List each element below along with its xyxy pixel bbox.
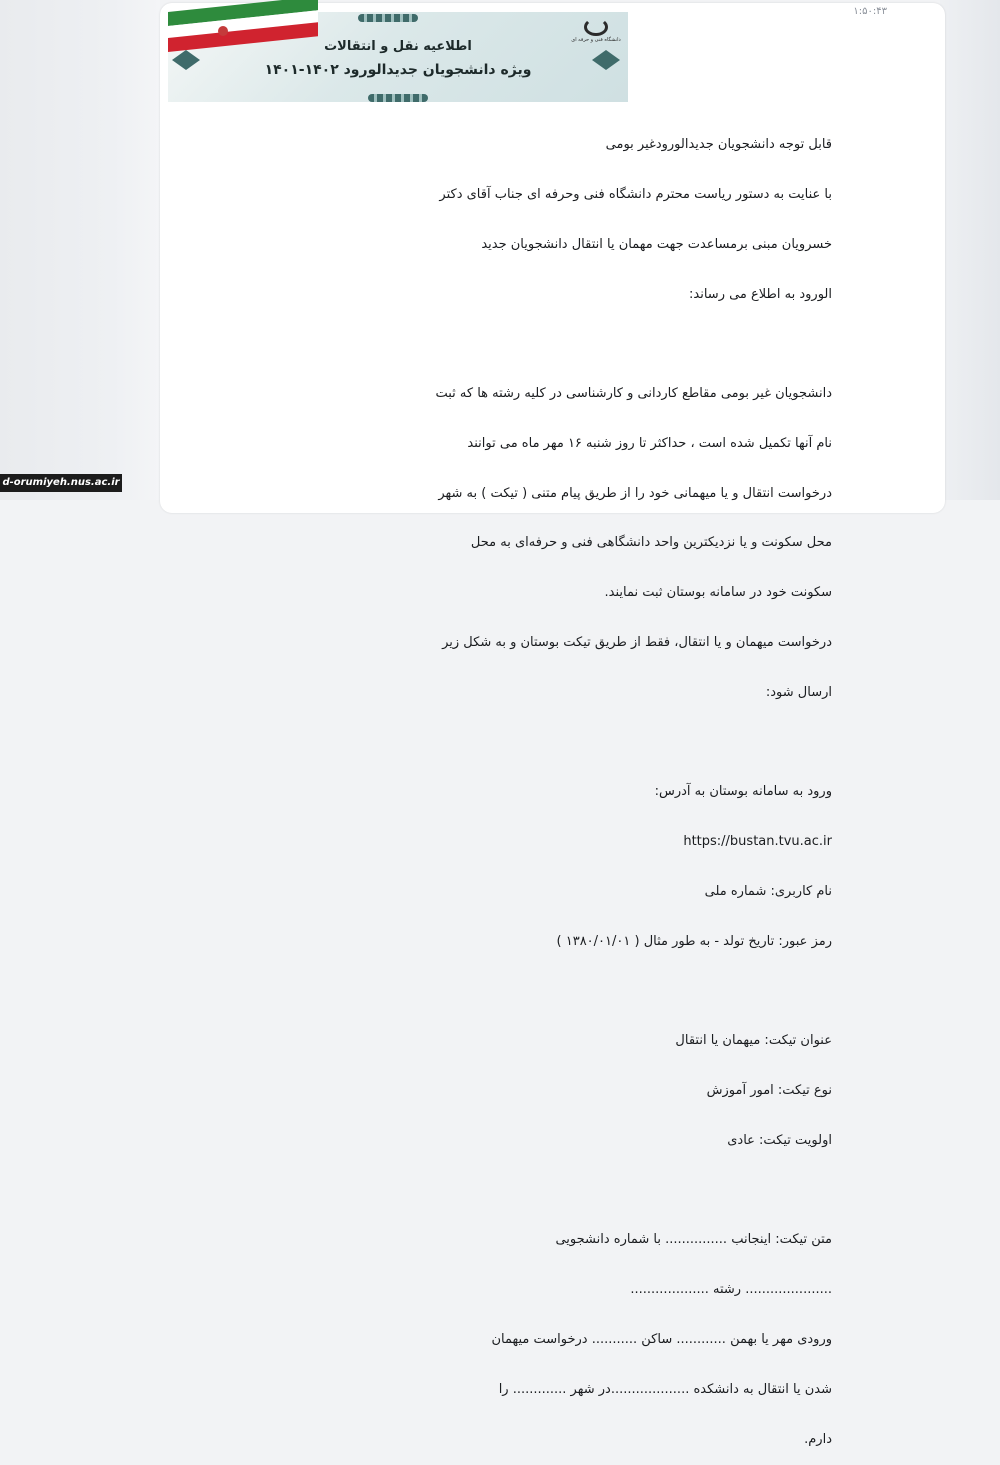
blurred-background-right: [940, 0, 1000, 500]
message-line: [172, 735, 832, 752]
flag-emblem-icon: [218, 26, 228, 36]
message-line: محل سکونت و یا نزدیکترین واحد دانشگاهی فنی و حرفه‌ای به محل: [470, 535, 832, 551]
logo-mark: [584, 18, 608, 36]
announcement-banner-image[interactable]: [168, 12, 628, 102]
message-line: رمز عبور: تاریخ تولد - به طور مثال ( ۱۳۸۰/۰۱/۰۱ ): [556, 933, 832, 949]
message-line: سکونت خود در سامانه بوستان ثبت نمایند.: [604, 585, 832, 601]
message-line: دارم.: [804, 1431, 832, 1447]
ornament-top-icon: [358, 14, 418, 22]
message-line: نام آنها تکمیل شده است ، حداکثر تا روز شنبه ۱۶ مهر ماه می توانند: [467, 435, 832, 451]
blurred-background-left: [0, 0, 160, 500]
message-line: نام کاربری: شماره ملی: [704, 883, 832, 899]
message-line: نوع تیکت: امور آموزش: [706, 1083, 832, 1099]
message-line: ورود به سامانه بوستان به آدرس:: [654, 784, 832, 800]
bustan-link[interactable]: https://bustan.tvu.ac.ir: [683, 834, 832, 850]
message-line: درخواست انتقال و یا میهمانی خود را از طریق پیام متنی ( تیکت ) به شهر: [438, 485, 832, 501]
message-line: خسرویان مبنی برمساعدت جهت مهمان یا انتقال دانشجویان جدید: [481, 236, 832, 252]
site-watermark: d-orumiyeh.nus.ac.ir: [0, 474, 122, 492]
banner-title-line2: ویژه دانشجویان جدیدالورود ۱۴۰۲-۱۴۰۱: [264, 62, 532, 78]
message-line: [172, 1183, 832, 1200]
message-line: اولویت تیکت: عادی: [727, 1132, 832, 1148]
ornament-bottom-icon: [368, 94, 428, 102]
message-line: درخواست میهمان و یا انتقال، فقط از طریق تیکت بوستان و به شکل زیر: [442, 635, 832, 650]
message-time: ۱:۵۰:۴۳: [853, 6, 887, 17]
message-line: قابل توجه دانشجویان جدیدالورودغیر بومی: [605, 137, 832, 153]
message-line: دانشجویان غیر بومی مقاطع کاردانی و کارشناسی در کلیه رشته ها که ثبت: [435, 386, 832, 402]
message-line: عنوان تیکت: میهمان یا انتقال: [675, 1033, 832, 1049]
message-line: متن تیکت: اینجانب ............... با شماره دانشجویی: [555, 1232, 832, 1248]
message-line: با عنایت به دستور ریاست محترم دانشگاه فنی وحرفه ای جناب آقای دکتر: [439, 186, 832, 202]
message-line: الورود به اطلاع می رساند:: [689, 286, 832, 302]
message-line: ورودی مهر یا بهمن ............ ساکن ........... درخواست میهمان: [491, 1331, 832, 1347]
message-line: [172, 336, 832, 353]
logo-text: دانشگاه فنی و حرفه ای: [571, 37, 621, 43]
banner-title-line1: اطلاعیه نقل و انتقالات: [324, 39, 472, 54]
message-line: ارسال شود:: [765, 684, 832, 700]
message-text: [172, 104, 832, 1465]
message-line: ..................... رشته ...................: [630, 1282, 832, 1298]
message-line: [172, 983, 832, 1000]
message-line: شدن یا انتقال به دانشکده ...................در شهر ............. را: [498, 1381, 832, 1397]
